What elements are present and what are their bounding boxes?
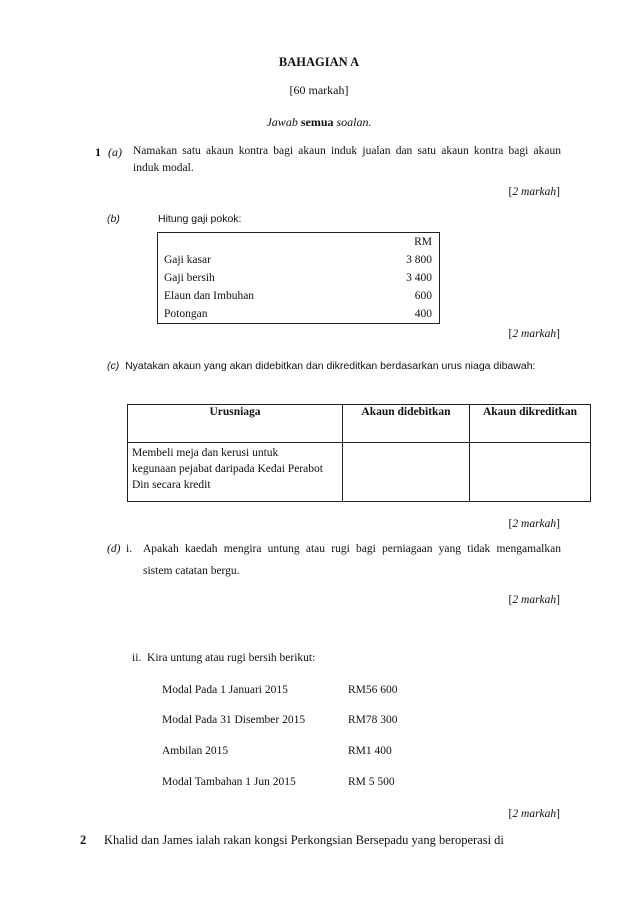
q1c-text: (c) Nyatakan akaun yang akan didebitkan dan dikreditkan berdasarkan urus niaga dibawah: bbox=[107, 360, 536, 372]
q1b-label: (b) bbox=[107, 213, 120, 225]
q1c-marks: [2 markah] bbox=[508, 518, 560, 530]
q1a-text-line2: induk modal. bbox=[133, 162, 194, 174]
gaji-table-header: RM bbox=[414, 236, 432, 248]
q1d-ii-text: ii. Kira untung atau rugi bersih berikut: bbox=[132, 652, 316, 664]
answer-cell-credit[interactable] bbox=[470, 443, 591, 502]
table-row: Gaji kasar 3 800 bbox=[164, 254, 432, 266]
table-row: Gaji bersih 3 400 bbox=[164, 272, 432, 284]
q1a-marks: [2 markah] bbox=[508, 186, 560, 198]
question-1-number: 1 bbox=[95, 145, 101, 159]
list-item: Ambilan 2015 RM1 400 bbox=[162, 745, 392, 757]
list-item: Modal Tambahan 1 Jun 2015 RM 5 500 bbox=[162, 776, 395, 788]
q1d-i-marks: [2 markah] bbox=[508, 594, 560, 606]
q1b-marks: [2 markah] bbox=[508, 328, 560, 340]
question-2-text: Khalid dan James ialah rakan kongsi Perkongsian Bersepadu yang beroperasi di bbox=[104, 833, 504, 847]
q1d-i-label: i. bbox=[126, 543, 133, 555]
table-row: Elaun dan Imbuhan 600 bbox=[164, 290, 432, 302]
col-urusniaga: Urusniaga bbox=[128, 405, 343, 443]
question-2-number: 2 bbox=[80, 833, 87, 847]
list-item: Modal Pada 31 Disember 2015 RM78 300 bbox=[162, 714, 398, 726]
gaji-table bbox=[157, 232, 440, 324]
table-row: Potongan 400 bbox=[164, 308, 432, 320]
urusniaga-cell: Membeli meja dan kerusi untuk kegunaan pejabat daripada Kedai Perabot Din secara kredit bbox=[128, 443, 343, 502]
urusniaga-table bbox=[127, 404, 591, 502]
q1d-label: (d) bbox=[107, 543, 121, 555]
list-item: Modal Pada 1 Januari 2015 RM56 600 bbox=[162, 684, 398, 696]
table-row bbox=[128, 443, 591, 502]
q1b-text: Hitung gaji pokok: bbox=[158, 213, 242, 225]
col-akaun-dikreditkan: Akaun dikreditkan bbox=[470, 405, 591, 443]
answer-cell-debit[interactable] bbox=[343, 443, 470, 502]
q1d-ii-marks: [2 markah] bbox=[508, 808, 560, 820]
section-title: BAHAGIAN A bbox=[278, 55, 360, 69]
q1a-text-line1: Namakan satu akaun kontra bagi akaun induk jualan dan satu akaun kontra bagi akaun bbox=[133, 145, 561, 157]
q1a-label: (a) bbox=[108, 145, 122, 159]
col-akaun-didebitkan: Akaun didebitkan bbox=[343, 405, 470, 443]
total-marks: [60 markah] bbox=[289, 83, 349, 97]
instruction: Jawab semua soalan. bbox=[266, 115, 372, 129]
q1d-i-text-line1: Apakah kaedah mengira untung atau rugi bagi perniagaan yang tidak mengamalkan bbox=[143, 543, 561, 555]
q1d-i-text-line2: sistem catatan bergu. bbox=[143, 565, 240, 577]
